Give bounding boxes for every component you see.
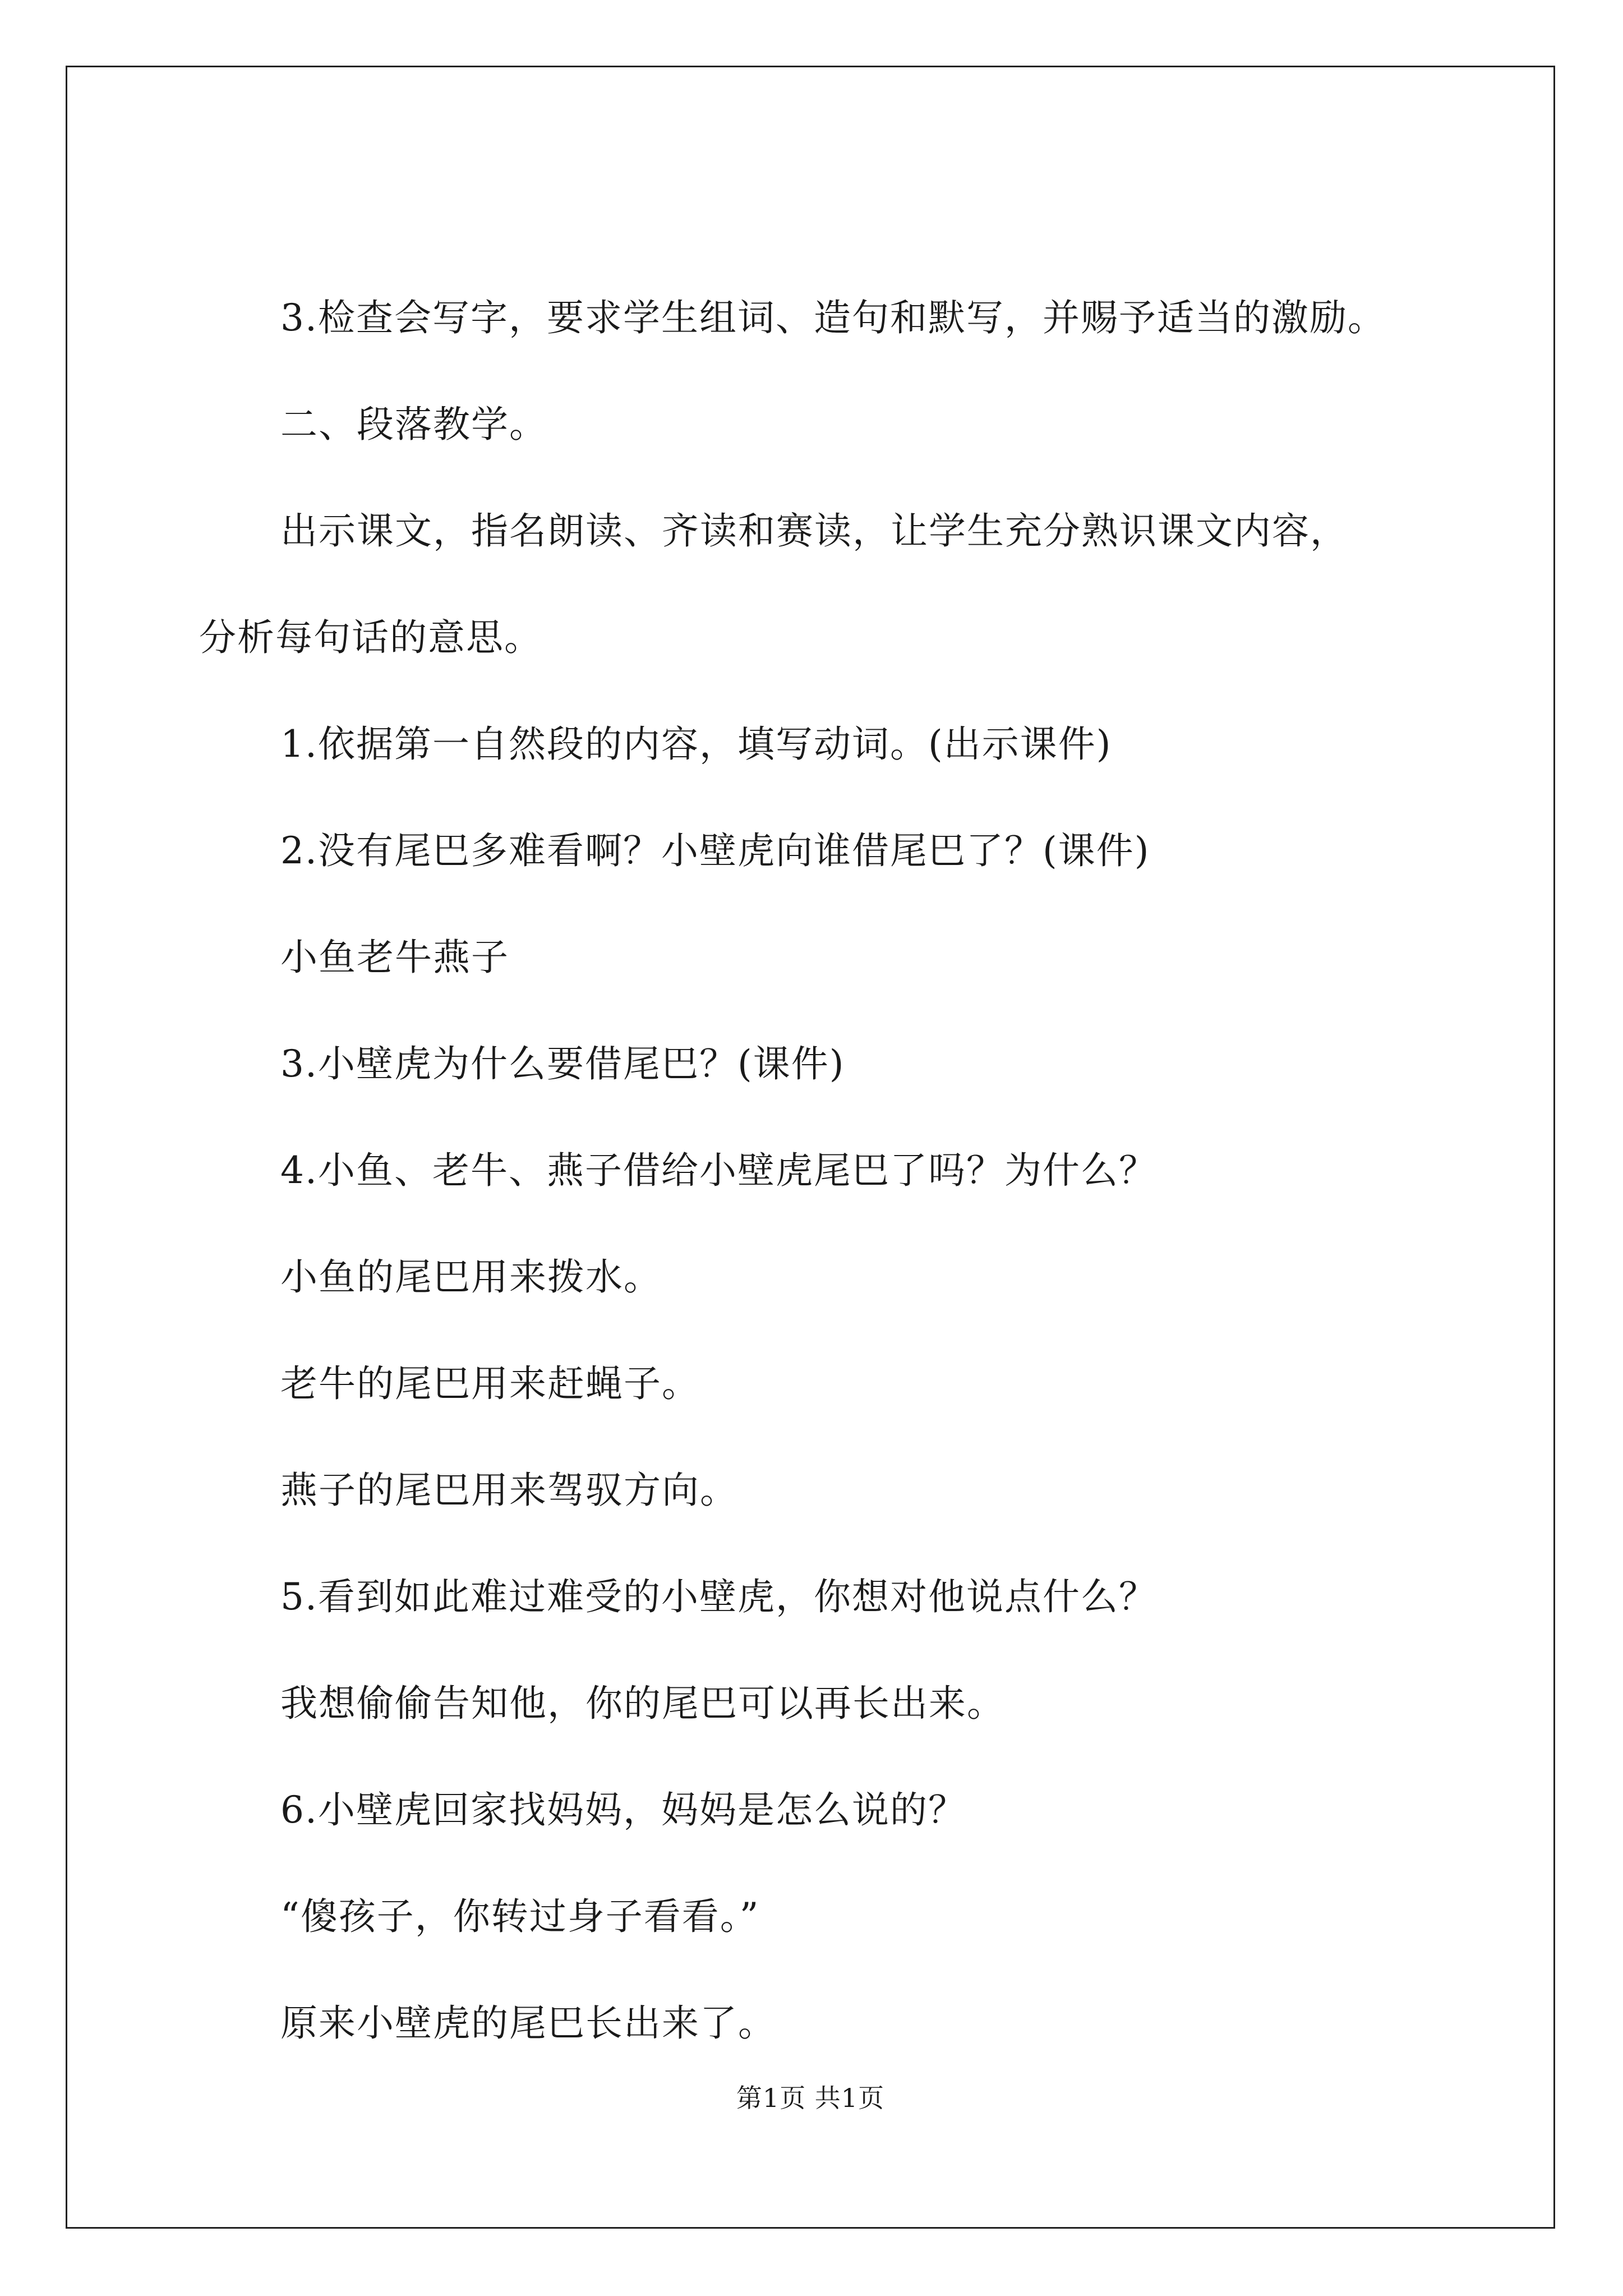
paragraph-6: 小鱼老牛燕子 (280, 936, 509, 979)
paragraph-3: 出示课文，指名朗读、齐读和赛读，让学生充分熟识课文内容， (280, 509, 1348, 553)
paragraph-1: 3.检查会写字，要求学生组词、造句和默写，并赐予适当的激励。 (280, 296, 1386, 339)
page-frame (66, 66, 1555, 2229)
paragraph-11: 燕子的尾巴用来驾驭方向。 (280, 1469, 738, 1512)
paragraph-3-continued: 分析每句话的意思。 (199, 616, 542, 659)
paragraph-16: 原来小壁虎的尾巴长出来了。 (280, 2001, 776, 2045)
document-body (67, 67, 1553, 2227)
paragraph-7: 3.小壁虎为什么要借尾巴？(课件) (280, 1042, 845, 1085)
page-footer: 第1页 共1页 (736, 2083, 885, 2113)
paragraph-8: 4.小鱼、老牛、燕子借给小壁虎尾巴了吗？为什么？ (280, 1149, 1157, 1192)
paragraph-14: 6.小壁虎回家找妈妈，妈妈是怎么说的？ (280, 1788, 966, 1832)
paragraph-2: 二、段落教学。 (280, 403, 547, 446)
paragraph-4: 1.依据第一自然段的内容，填写动词。(出示课件) (280, 723, 1112, 766)
paragraph-10: 老牛的尾巴用来赶蝇子。 (280, 1362, 700, 1405)
paragraph-13: 我想偷偷告知他，你的尾巴可以再长出来。 (280, 1682, 1005, 1725)
paragraph-5: 2.没有尾巴多难看啊？小壁虎向谁借尾巴了？(课件) (280, 829, 1150, 872)
paragraph-9: 小鱼的尾巴用来拨水。 (280, 1255, 662, 1299)
paragraph-15: “傻孩子，你转过身子看看。” (280, 1895, 760, 1938)
paragraph-12: 5.看到如此难过难受的小壁虎，你想对他说点什么？ (280, 1575, 1157, 1618)
